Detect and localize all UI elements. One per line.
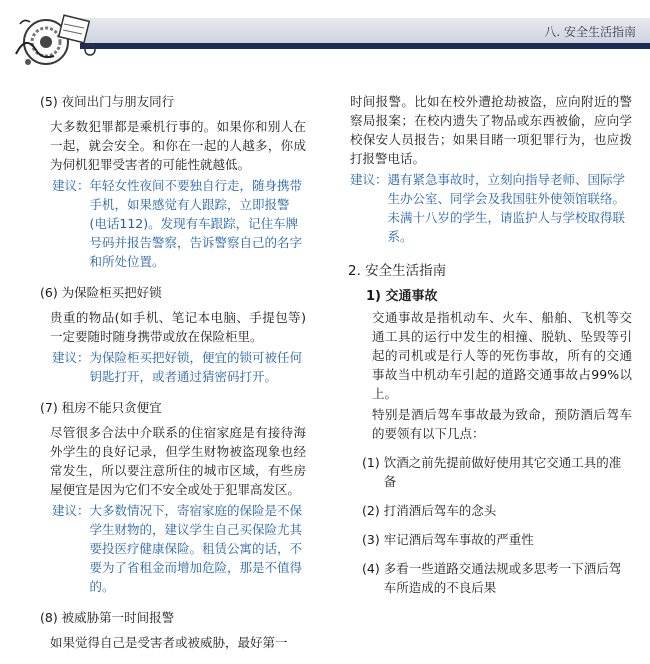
subsection-1-title: 1) 交通事故: [366, 289, 438, 304]
list-item: [362, 453, 632, 491]
section-7-note: [52, 501, 306, 596]
note-text: 遇有紧急事故时，立刻向指导老师、国际学生办公室、同学会及我国驻外使领馆联络。未满十八岁的学生，请监护人与学校取得联系。: [387, 172, 626, 244]
note-label: 建议：: [52, 503, 90, 518]
section-7-paragraph: 尽管很多合法中介联系的住宿家庭是有接待海外学生的良好记录，但学生财物被盗现象也经常发生，所以要注意所住的城市区域，有些房屋便宜是因为它们不安全或处于犯罪高发区。: [50, 425, 306, 497]
note-text: 年轻女性夜间不要独自行走，随身携带手机，如果感觉有人跟踪，立即报警(电话112)。发现有车跟踪，记住车牌号码并报告警察，告诉警察自己的名字和所处位置。: [89, 178, 303, 269]
section-6: [40, 283, 306, 386]
section-8-paragraph: 如果觉得自己是受害者或被威胁，最好第一: [50, 635, 288, 650]
section-5-title: (5) 夜间出门与朋友同行: [40, 94, 175, 109]
section-7-title: (7) 租房不能只贪便宜: [40, 400, 162, 415]
list-item-text: 多看一些道路交通法规或多思考一下酒后驾车所造成的不良后果: [383, 561, 622, 595]
section-6-paragraph: 贵重的物品(如手机、笔记本电脑、手提包等)一定要随时随身携带或放在保险柜里。: [50, 310, 306, 344]
section-8-title: (8) 被威胁第一时间报警: [40, 610, 175, 625]
right-column: [350, 92, 632, 597]
note-label: 建议：: [52, 178, 90, 193]
decorative-logo-icon: [6, 4, 106, 68]
section-7: [40, 398, 306, 596]
list-item-number: (2): [362, 503, 380, 518]
list-item-text: 牢记酒后驾车事故的严重性: [383, 532, 534, 547]
section-5-paragraph: 大多数犯罪都是乘机行事的。如果你和别人在一起，就会安全。和你在一起的人越多，你成为伺机犯罪受害者的可能性就越低。: [50, 119, 306, 172]
section-8-continued: 时间报警。比如在校外遭抢劫被盗，应向附近的警察局报案；在校内遗失了物品或东西被偷，应向学校保安人员报告；如果目睹一项犯罪行为，也应拨打报警电话。: [350, 94, 632, 166]
section-5: [40, 92, 306, 271]
list-item: [362, 559, 632, 597]
list-item-text: 饮酒之前先提前做好使用其它交通工具的准备: [383, 455, 622, 489]
note-text: 大多数情况下，寄宿家庭的保险是不保学生财物的，建议学生自己买保险尤其要投医疗健康保险。租赁公寓的话，不要为了省租金而增加危险，那是不值得的。: [89, 503, 303, 594]
list-item: [362, 501, 632, 520]
subsection-1-paragraph-2: 特别是酒后驾车事故最为致命，预防酒后驾车的要领有以下几点：: [372, 407, 632, 441]
chapter-title: 八. 安全生活指南: [544, 25, 636, 39]
list-item: [362, 530, 632, 549]
section-8: [40, 608, 306, 652]
note-label: 建议：: [350, 172, 388, 187]
note-label: 建议：: [52, 350, 90, 365]
part-2-title: 2. 安全生活指南: [348, 263, 447, 279]
list-item-number: (4): [362, 561, 380, 576]
header-stripe: [80, 43, 650, 49]
section-6-title: (6) 为保险柜买把好锁: [40, 285, 162, 300]
subsection-1-paragraph-1: 交通事故是指机动车、火车、船舶、飞机等交通工具的运行中发生的相撞、脱轨、坠毁等引起的司机或是行人等的死伤事故，所有的交通事故当中机动车引起的道路交通事故占99%以上。: [372, 310, 632, 401]
list-item-number: (3): [362, 532, 380, 547]
section-8-note: [350, 170, 632, 246]
section-6-note: [52, 348, 306, 386]
list-item-text: 打消酒后驾车的念头: [383, 503, 497, 518]
left-column: [40, 92, 306, 664]
note-text: 为保险柜买把好锁，便宜的锁可被任何钥匙打开，或者通过猜密码打开。: [89, 350, 303, 384]
list-item-number: (1): [362, 455, 380, 470]
header-bar: [80, 18, 650, 44]
section-5-note: [52, 176, 306, 271]
